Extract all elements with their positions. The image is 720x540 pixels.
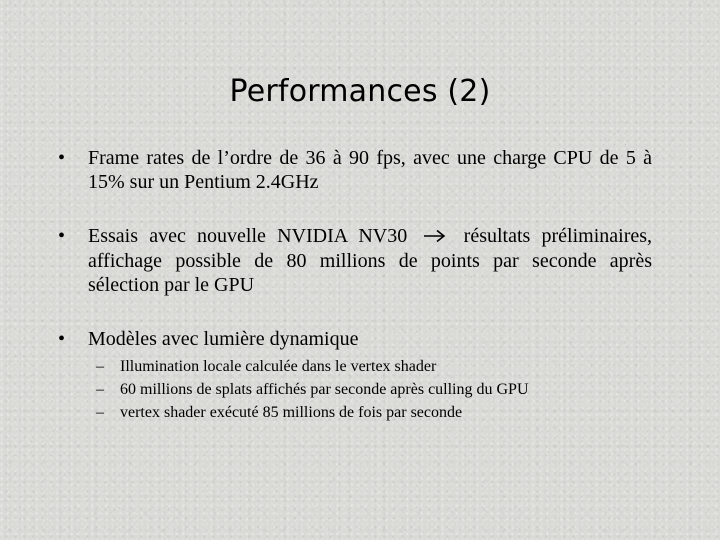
bullet-text: Frame rates de l’ordre de 36 à 90 fps, avec une charge CPU de 5 à 15% sur un Pentium 2.4GHz <box>88 147 652 193</box>
right-arrow-icon <box>422 225 448 249</box>
sub-bullet-dash: – <box>96 404 104 422</box>
bullet-dot: • <box>58 225 66 247</box>
sub-bullet-list <box>88 355 652 424</box>
sub-bullet-item <box>88 355 652 378</box>
bullet-nvidia-tests <box>58 224 652 297</box>
sub-bullet-item <box>88 378 652 401</box>
bullet-dynamic-light <box>58 327 652 424</box>
sub-bullet-item <box>88 401 652 424</box>
bullet-dot: • <box>58 147 66 169</box>
bullet-frame-rates <box>58 146 652 194</box>
sub-bullet-text: 60 millions de splats affichés par seconde après culling du GPU <box>120 381 529 399</box>
bullet-text: Modèles avec lumière dynamique <box>88 328 359 351</box>
bullet-text-after-arrow: résultats préliminaires, affichage possible de 80 millions de points par seconde après sélection par le GPU <box>88 225 653 297</box>
sub-bullet-dash: – <box>96 358 104 376</box>
slide-title: Performances (2) <box>229 74 491 109</box>
sub-bullet-text: vertex shader exécuté 85 millions de fois par seconde <box>120 404 463 422</box>
sub-bullet-dash: – <box>96 381 104 399</box>
bullet-dot: • <box>58 328 66 351</box>
sub-bullet-text: Illumination locale calculée dans le vertex shader <box>120 358 437 376</box>
bullet-text-before-arrow: Essais avec nouvelle NVIDIA NV30 <box>88 225 408 247</box>
bullet-list <box>58 146 652 424</box>
